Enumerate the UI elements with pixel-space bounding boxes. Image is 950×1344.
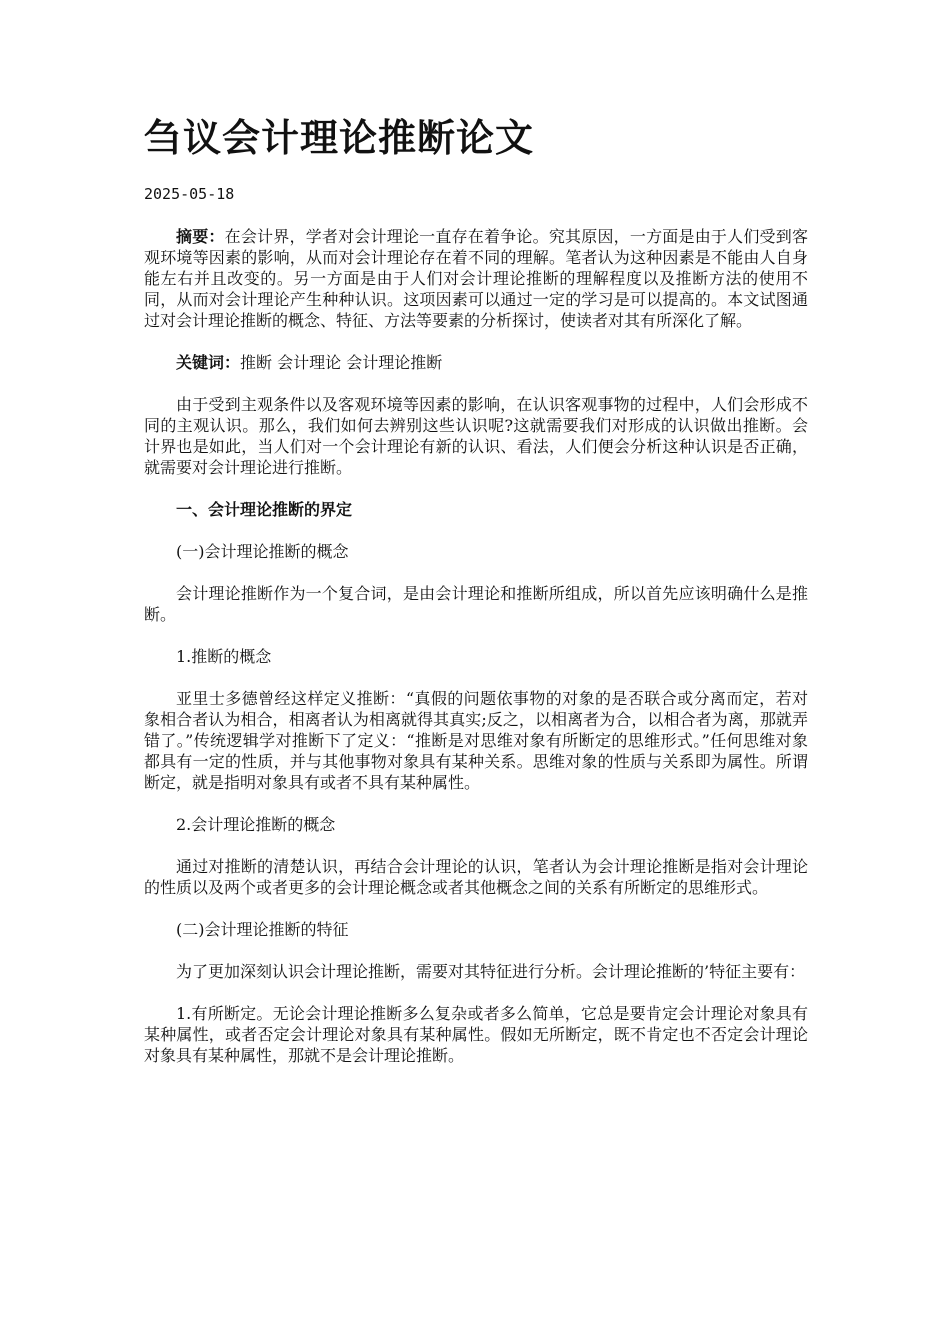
body-paragraph: 为了更加深刻认识会计理论推断，需要对其特征进行分析。会计理论推断的’特征主要有：: [176, 962, 806, 981]
abstract-paragraph: [144, 226, 808, 331]
keywords-paragraph: [144, 352, 808, 373]
item-heading: 1.推断的概念: [176, 647, 272, 666]
abstract-label: 摘要：: [176, 227, 225, 246]
publish-date: 2025-05-18: [144, 185, 235, 203]
document-page: [144, 108, 808, 1066]
item-heading: 2.会计理论推断的概念: [176, 815, 336, 834]
document-title: 刍议会计理论推断论文: [144, 116, 535, 160]
subsection-heading: (二)会计理论推断的特征: [176, 920, 349, 939]
body-paragraph: 通过对推断的清楚认识，再结合会计理论的认识，笔者认为会计理论推断是指对会计理论的性质以及两个或者更多的会计理论概念或者其他概念之间的关系有所断定的思维形式。: [144, 857, 808, 897]
section-heading: 一、会计理论推断的界定: [176, 500, 353, 519]
body-paragraph: 会计理论推断作为一个复合词，是由会计理论和推断所组成，所以首先应该明确什么是推断。: [144, 584, 808, 624]
abstract-text: 在会计界，学者对会计理论一直存在着争论。究其原因，一方面是由于人们受到客观环境等因素的影响，从而对会计理论存在着不同的理解。笔者认为这种因素是不能由人自身能左右并且改变的。另一方面是由于人们对会计理论推断的理解程度以及推断方法的使用不同，从而对会计理论产生种种认识。这项因素可以通过一定的学习是可以提高的。本文试图通过对会计理论推断的概念、特征、方法等要素的分析探讨，使读者对其有所深化了解。: [144, 227, 808, 330]
body-paragraph: 1.有所断定。无论会计理论推断多么复杂或者多么简单，它总是要肯定会计理论对象具有某种属性，或者否定会计理论对象具有某种属性。假如无所断定，既不肯定也不否定会计理论对象具有某种属性，那就不是会计理论推断。: [144, 1004, 808, 1065]
body-paragraph: 亚里士多德曾经这样定义推断：“真假的问题依事物的对象的是否联合或分离而定，若对象相合者认为相合，相离者认为相离就得其真实;反之，以相离者为合，以相合者为离，那就弄错了。”传统逻辑学对推断下了定义：“推断是对思维对象有所断定的思维形式。”任何思维对象都具有一定的性质，并与其他事物对象具有某种关系。思维对象的性质与关系即为属性。所谓断定，就是指明对象具有或者不具有某种属性。: [144, 689, 808, 792]
keywords-label: 关键词：: [176, 353, 241, 372]
keywords-text: 推断 会计理论 会计理论推断: [240, 353, 443, 372]
subsection-heading: (一)会计理论推断的概念: [176, 542, 349, 561]
intro-paragraph: 由于受到主观条件以及客观环境等因素的影响，在认识客观事物的过程中，人们会形成不同的主观认识。那么，我们如何去辨别这些认识呢?这就需要我们对形成的认识做出推断。会计界也是如此，当人们对一个会计理论有新的认识、看法，人们便会分析这种认识是否正确，就需要对会计理论进行推断。: [144, 395, 808, 477]
